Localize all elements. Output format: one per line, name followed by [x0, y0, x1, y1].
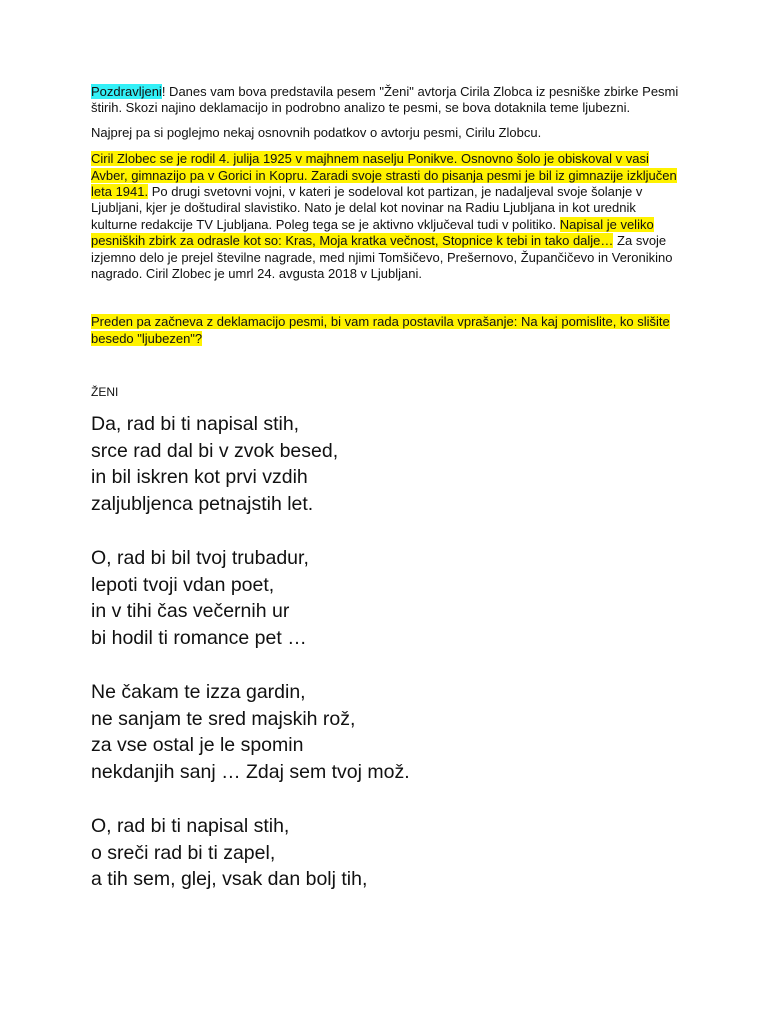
poem-stanza	[91, 545, 681, 651]
poem-line: zaljubljenca petnajstih let.	[91, 492, 314, 515]
poem-line: srce rad dal bi v zvok besed,	[91, 439, 339, 462]
bio-text-career: Po drugi svetovni vojni, v kateri je sodeloval kot partizan, je nadaljeval svoje šolanje v Ljubljani, kjer je doštudiral slavistiko. Nato je delal kot novinar na Radiu Ljubljana in kot urednik kulturne redakcije TV Ljubljana. Poleg tega se je aktivno vključeval tudi v politiko.	[91, 184, 643, 232]
poem-line: O, rad bi bil tvoj trubadur,	[91, 547, 309, 570]
bio-highlight-works: Napisal je veliko pesniških zbirk za odrasle kot so: Kras, Moja kratka večnost, Stopnice k tebi in tako dalje…	[91, 216, 654, 249]
poem-line: ne sanjam te sred majskih rož,	[91, 707, 356, 730]
poem-stanza	[91, 679, 681, 785]
poem-line: za vse ostal je le spomin	[91, 734, 304, 757]
poem-stanza	[91, 411, 681, 517]
question-highlight: Preden pa začneva z deklamacijo pesmi, bi vam rada postavila vprašanje: Na kaj pomislite, ko slišite besedo "ljubezen"?	[91, 314, 670, 346]
poem-line: lepoti tvoji vdan poet,	[91, 573, 275, 596]
poem-title: ŽENI	[91, 385, 119, 400]
intro-text: ! Danes vam bova predstavila pesem "Ženi" avtorja Cirila Zlobca iz pesniške zbirke Pesmi štirih. Skozi najino deklamacijo in podrobno analizo te pesmi, se bova dotaknila teme ljubezni.	[91, 84, 679, 116]
greeting-highlight: Pozdravljeni	[91, 84, 162, 99]
document-page	[91, 84, 681, 921]
poem-line: bi hodil ti romance pet …	[91, 626, 307, 649]
intro-paragraph	[91, 84, 681, 117]
poem-line: O, rad bi ti napisal stih,	[91, 815, 290, 838]
poem-stanza	[91, 813, 681, 893]
author-intro-paragraph: Najprej pa si poglejmo nekaj osnovnih podatkov o avtorju pesmi, Cirilu Zlobcu.	[91, 124, 542, 140]
poem-line: in bil iskren kot prvi vzdih	[91, 466, 308, 489]
bio-highlight-birth: Ciril Zlobec se je rodil 4. julija 1925 v majhnem naselju Ponikve. Osnovno šolo je obiskoval v vasi Avber, gimnazijo pa v Gorici in Kopru. Zaradi svoje strasti do pisanja pesmi je bil iz gimnazije izključen leta 1941.	[91, 151, 677, 200]
poem-line: Da, rad bi ti napisal stih,	[91, 413, 300, 436]
biography-paragraph	[91, 151, 681, 282]
poem-line: a tih sem, glej, vsak dan bolj tih,	[91, 868, 368, 891]
question-paragraph	[91, 314, 681, 347]
bio-text-awards: Za svoje izjemno delo je prejel številne nagrade, med njimi Tomšičevo, Prešernovo, Župančičevo in Veronikino nagrado. Ciril Zlobec je umrl 24. avgusta 2018 v Ljubljani.	[91, 233, 673, 282]
poem-line: Ne čakam te izza gardin,	[91, 681, 306, 704]
poem-line: nekdanjih sanj … Zdaj sem tvoj mož.	[91, 760, 410, 783]
poem-line: o sreči rad bi ti zapel,	[91, 841, 276, 864]
poem-line: in v tihi čas večernih ur	[91, 600, 290, 623]
